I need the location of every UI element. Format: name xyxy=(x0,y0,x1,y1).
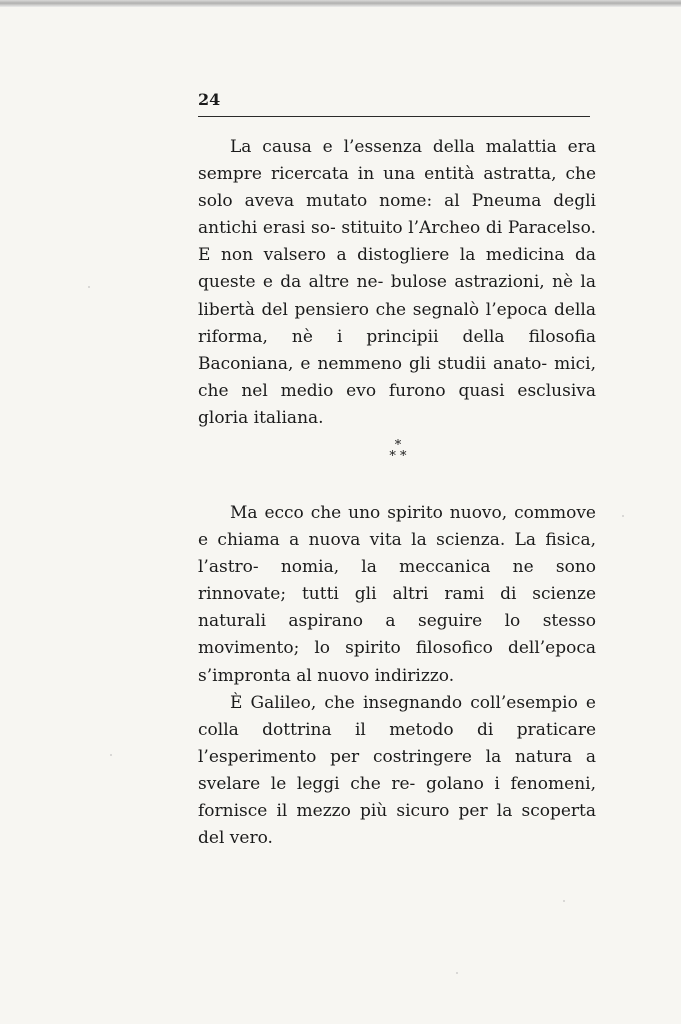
paragraph-3-line-2: dottrina il metodo di praticare l’esperimento per xyxy=(198,719,597,767)
paragraph-3 xyxy=(198,690,596,853)
text-block-second xyxy=(198,500,596,852)
asterism-top: * xyxy=(394,438,402,453)
paragraph-1-line-10: gloria italiana. xyxy=(198,407,324,428)
text-block-first xyxy=(198,134,596,432)
page-top-edge xyxy=(0,0,681,7)
paragraph-1-line-6: bulose astrazioni, nè la libertà del pensiero che xyxy=(198,272,597,320)
paper-speckle xyxy=(563,900,565,902)
paragraph-2-line-5: lo stesso movimento; lo spirito filosofico dell’epoca xyxy=(198,611,596,659)
paragraph-2-line-4: altri rami di scienze naturali aspirano a seguire xyxy=(198,584,597,632)
paragraph-1-line-8: filosofia Baconiana, e nemmeno gli studii anato- xyxy=(198,326,597,374)
paragraph-2 xyxy=(198,500,596,690)
paragraph-3-line-1: È Galileo, che insegnando coll’esempio e colla xyxy=(198,692,596,740)
asterism-bottom: * * xyxy=(389,449,407,464)
paragraph-1-line-7: segnalò l’epoca della riforma, nè i principii della xyxy=(198,299,596,347)
paper-speckle xyxy=(622,515,624,517)
paper-speckle xyxy=(110,754,112,756)
paragraph-3-line-4: golano i fenomeni, fornisce il mezzo più sicuro xyxy=(198,773,597,822)
page-number: 24 xyxy=(198,90,221,109)
paragraph-3-line-5: per la scoperta del vero. xyxy=(198,801,596,849)
paper-speckle xyxy=(88,286,90,288)
paragraph-1-line-4: stituito l’Archeo di Paracelso. E non valsero a xyxy=(198,218,596,266)
paragraph-1-line-2: ricercata in una entità astratta, che solo aveva xyxy=(198,164,597,212)
paper-speckle xyxy=(456,972,458,974)
header-rule xyxy=(198,116,590,117)
paragraph-1-line-5: distogliere la medicina da queste e da altre ne- xyxy=(198,245,597,293)
paragraph-2-line-3: nomia, la meccanica ne sono rinnovate; tutti gli xyxy=(198,557,597,605)
paragraph-1-line-3: mutato nome: al Pneuma degli antichi erasi so- xyxy=(198,191,596,239)
paragraph-2-line-1: Ma ecco che uno spirito nuovo, commove e xyxy=(198,503,596,551)
section-asterism xyxy=(378,440,418,470)
paragraph-1-line-9: mici, che nel medio evo furono quasi esclusiva xyxy=(198,353,596,401)
paragraph-2-line-2: chiama a nuova vita la scienza. La fisica, l’astro- xyxy=(198,530,596,578)
paragraph-3-line-3: costringere la natura a svelare le leggi che re- xyxy=(198,746,597,794)
paragraph-2-line-6: s’impronta al nuovo indirizzo. xyxy=(198,665,455,686)
paragraph-1 xyxy=(198,134,596,432)
paragraph-1-line-1: La causa e l’essenza della malattia era sempre xyxy=(198,137,596,185)
